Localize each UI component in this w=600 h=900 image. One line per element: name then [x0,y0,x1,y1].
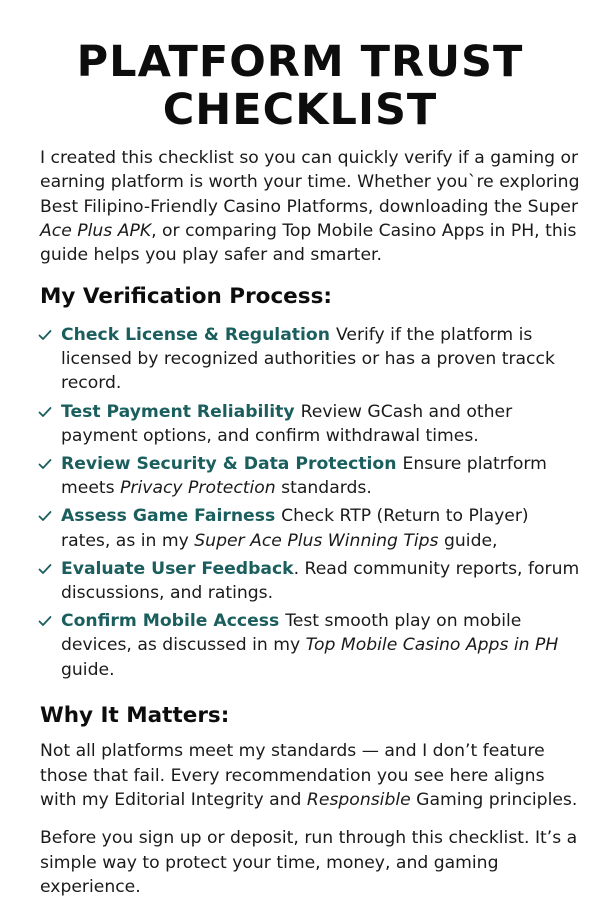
checklist-item-security: Review Security & Data Protection Ensure platrform meets Privacy Protection standards. [38,452,583,500]
check-icon [38,328,52,342]
why-paragraph: Not all platforms meet my standards — and I don’t feature those that fail. Every recommendation you see here aligns with my Editorial Integrity and Responsible Gaming principles. [40,741,578,810]
checklist-item-license: Check License & Regulation Verify if the platform is licensed by recognized authorities or has a proven tracck record. [38,323,583,396]
why-heading: Why It Matters: [40,703,230,728]
check-icon [38,562,52,576]
checklist-item-feedback: Evaluate User Feedback. Read community reports, forum discussions, and ratings. [38,557,583,605]
intro-paragraph: I created this checklist so you can quickly verify if a gaming or earning platform is worth your time. Whether you`re exploring Best Filipino-Friendly Casino Platforms, downloading the Super Ace Plus APK, or comparing Top Mobile Casino Apps in PH, this guide helps you play safer and smarter. [40,148,580,266]
checklist-item-mobile: Confirm Mobile Access Test smooth play on mobile devices, as discussed in my Top Mobile Casino Apps in PH guide. [38,609,583,682]
checklist-item-title: Evaluate User Feedback [61,558,294,579]
verification-checklist [38,323,583,686]
page-title: PLATFORM TRUST CHECKLIST [76,37,524,135]
checklist-item-title: Test Payment Reliability [61,401,295,422]
checklist-item-title: Review Security & Data Protection [61,454,397,475]
checklist-item-title: Assess Game Fairness [61,506,276,527]
checklist-item-title: Confirm Mobile Access [61,611,280,632]
check-icon [38,405,52,419]
process-heading: My Verification Process: [40,284,332,309]
check-icon [38,509,52,523]
check-icon [38,614,52,628]
checklist-item-payment: Test Payment Reliability Review GCash and other payment options, and confirm withdrawal times. [38,400,583,448]
checklist-item-title: Check License & Regulation [61,325,330,345]
check-icon [38,457,52,471]
checklist-item-fairness: Assess Game Fairness Check RTP (Return to Player) rates, as in my Super Ace Plus Winning Tips guide, [38,504,583,552]
closing-paragraph: Before you sign up or deposit, run through this checklist. It’s a simple way to protect your time, money, and gaming experience. [40,828,578,897]
